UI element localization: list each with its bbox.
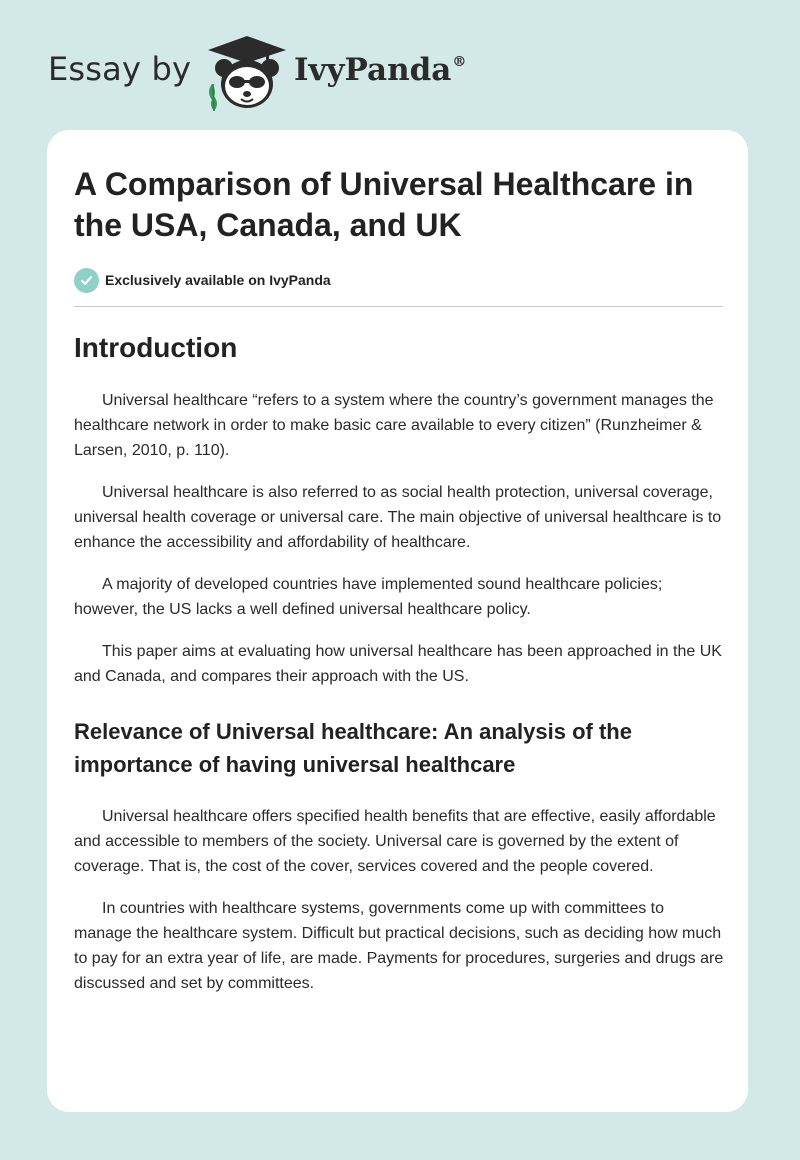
divider [74, 306, 723, 307]
check-icon [74, 268, 99, 293]
exclusive-badge-text: Exclusively available on IvyPanda [105, 272, 331, 288]
essay-by-label: Essay by [48, 50, 192, 88]
essay-card [47, 130, 748, 1112]
site-header [48, 28, 508, 118]
brand-name[interactable]: IvyPanda® [294, 52, 467, 88]
section-heading-relevance: Relevance of Universal healthcare: An analysis of the importance of having universal healthcare [74, 719, 632, 777]
page-title: A Comparison of Universal Healthcare in the USA, Canada, and UK [74, 166, 694, 243]
paragraph: Universal healthcare “refers to a system where the country’s government manages the healthcare network in order to make basic care available to every citizen” (Runzheimer & Larsen, 2010, p. 110). [74, 392, 714, 459]
essay-content [74, 164, 724, 996]
paragraph: Universal healthcare is also referred to as social health protection, universal coverage, universal health coverage or universal care. The main objective of universal healthcare is to enhance the accessibility and affordability of healthcare. [74, 484, 722, 551]
panda-logo-icon[interactable] [202, 32, 292, 112]
paragraph: Universal healthcare offers specified health benefits that are effective, easily affordable and accessible to members of the society. Universal care is governed by the extent of coverage. That is, the cost of the cover, services covered and the people covered. [74, 808, 716, 875]
paragraph: This paper aims at evaluating how universal healthcare has been approached in the UK and Canada, and compares their approach with the US. [74, 643, 722, 685]
paragraph: In countries with healthcare systems, governments come up with committees to manage the healthcare system. Difficult but practical decisions, such as deciding how much to pay for an extra year of life, are made. Payments for procedures, surgeries and drugs are discussed and set by committees. [74, 900, 724, 992]
section-heading-introduction: Introduction [74, 332, 238, 363]
paragraph: A majority of developed countries have implemented sound healthcare policies; however, the US lacks a well defined universal healthcare policy. [74, 576, 663, 618]
exclusive-badge [74, 266, 724, 294]
registered-mark: ® [452, 54, 467, 70]
